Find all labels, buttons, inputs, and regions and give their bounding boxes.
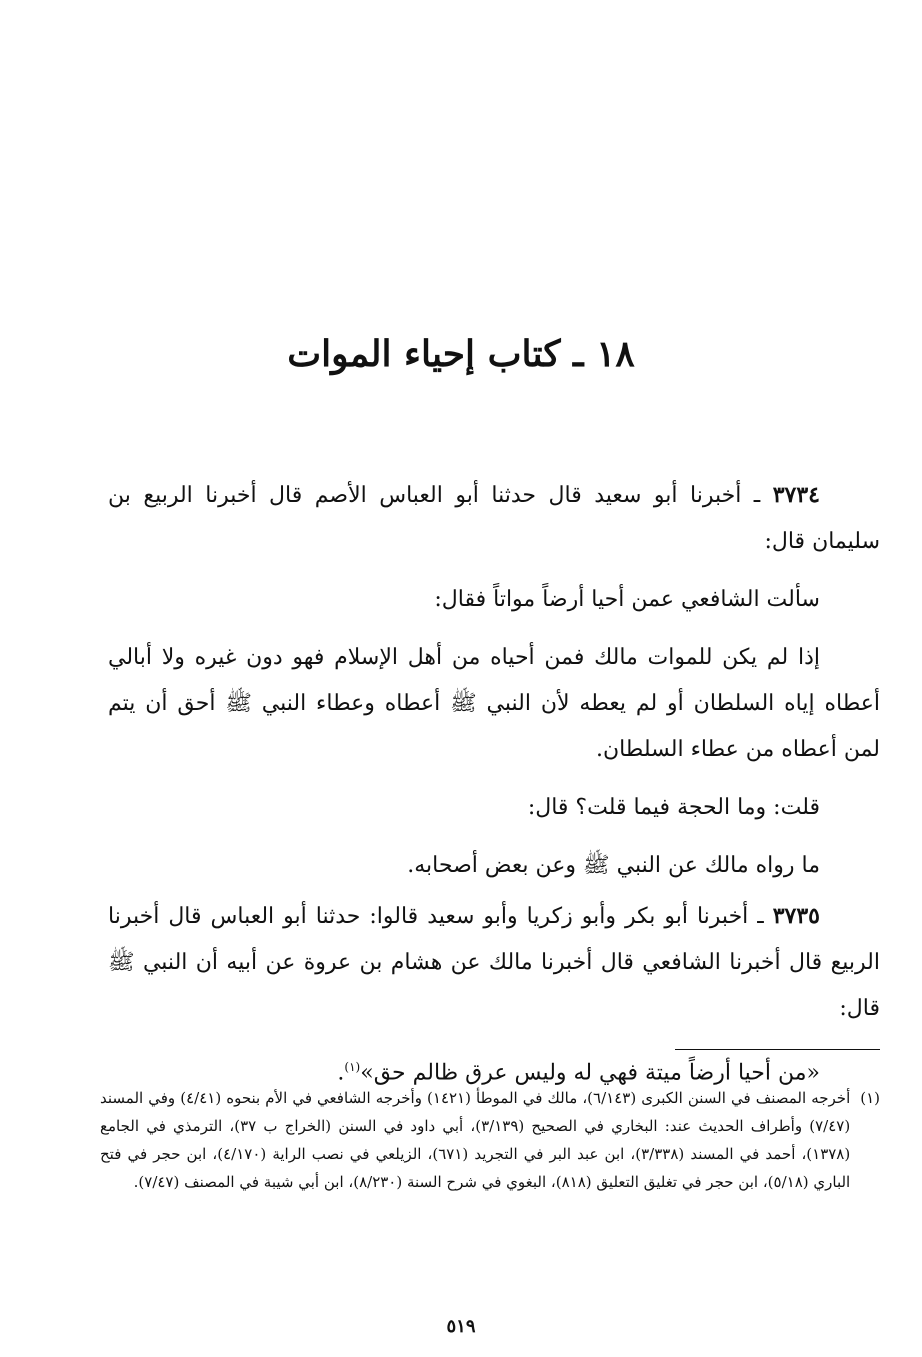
quote-end: . (337, 1060, 345, 1086)
paragraph: سألت الشافعي عمن أحيا أرضاً مواتاً فقال: (434, 587, 820, 612)
chapter-title: ١٨ ـ كتاب إحياء الموات (287, 333, 635, 375)
footnote-reference[interactable]: (١) (344, 1060, 361, 1074)
quote-text: «من أحيا أرضاً ميتة فهي له وليس عرق ظالم حق» (360, 1060, 820, 1086)
hadith-number: ٣٧٣٥ (772, 903, 820, 929)
paragraph-text: ـ أخبرنا أبو بكر وأبو زكريا وأبو سعيد قالوا: حدثنا أبو العباس قال أخبرنا الربيع قال أخبرنا الشافعي قال أخبرنا مالك عن هشام بن عروة عن أبيه أن النبي ﷺ قال: (108, 904, 880, 1021)
paragraph: إذا لم يكن للموات مالك فمن أحياه من أهل الإسلام فهو دون غيره ولا أبالي أعطاه إياه السلطان أو لم يعطه لأن النبي ﷺ أعطاه وعطاء النبي ﷺ أحق أن يتم لمن أعطاه من عطاء السلطان. (108, 645, 880, 762)
hadith-3734 (108, 472, 880, 565)
hadith-number: ٣٧٣٤ (772, 482, 820, 508)
page-number: ٥١٩ (446, 1316, 476, 1337)
main-text (108, 472, 880, 1108)
footnote (100, 1084, 880, 1196)
footnote-divider (675, 1049, 880, 1050)
footnote-text: أخرجه المصنف في السنن الكبرى (٦/١٤٣)، مالك في الموطأ (١٤٢١) وأخرجه الشافعي في الأم بنحوه (٤/٤١) وفي المسند (٧/٤٧) وأطراف الحديث عند: البخاري في الصحيح (٣/١٣٩)، أبي داود في السنن (الخراج ب ٣٧)، الترمذي في الجامع (١٣٧٨)، أحمد في المسند (٣/٣٣٨)، ابن عبد البر في التجريد (٦٧١)، الزيلعي في نصب الراية (٤/١٧٠)، ابن حجر في فتح الباري (٥/١٨)، ابن حجر في تغليق التعليق (٨١٨)، البغوي في شرح السنة (٨/٢٣٠)، ابن أبي شيبة في المصنف (٧/٤٧). (100, 1089, 851, 1191)
paragraph-text: ـ أخبرنا أبو سعيد قال حدثنا أبو العباس الأصم قال أخبرنا الربيع بن سليمان قال: (108, 483, 880, 554)
footnote-mark: (١) (860, 1089, 880, 1107)
paragraph: قلت: وما الحجة فيما قلت؟ قال: (527, 795, 820, 820)
paragraph: ما رواه مالك عن النبي ﷺ وعن بعض أصحابه. (407, 853, 820, 878)
hadith-3735 (108, 893, 880, 1032)
